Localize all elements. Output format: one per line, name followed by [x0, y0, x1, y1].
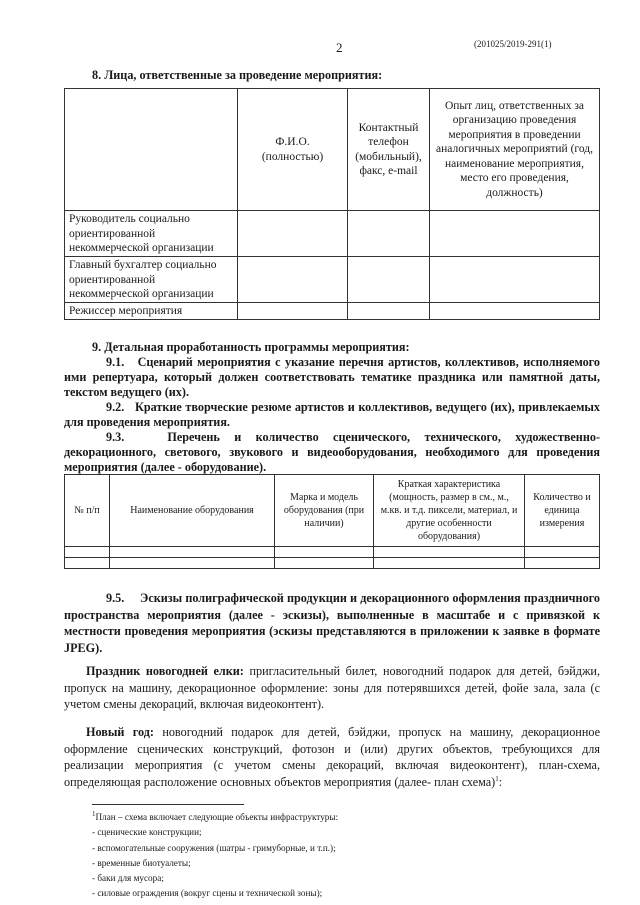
paragraph-text: Перечень и количество сценического, технического, художественно-декорационного, светового, звукового и видеооборудования, необходимого для проведения мероприятия (далее - оборудование).: [64, 430, 601, 474]
new-year-label: Новый год:: [86, 725, 154, 739]
footnote-line: - временные биотуалеты;: [92, 857, 191, 868]
footnote-line: - баки для мусора;: [92, 873, 164, 884]
new-year-tree-paragraph: [64, 663, 600, 713]
table-header-cell: Количество и единица измерения: [533, 492, 591, 529]
footnote-line: - вспомогательные сооружения (шатры - гримуборные, и т.п.);: [92, 842, 336, 853]
table-cell: [238, 257, 348, 303]
table-cell: [238, 303, 348, 320]
new-year-text: новогодний подарок для детей, бэйджи, пропуск на машину, декорационное оформление сценических конструкций, фотозон и (или) других объектов, требующихся для реализации мероприятия (с учетом смены декораций, включая видеоконтент), план-схема, определяющая расположение основных объектов мероприятия (далее- план схема): [64, 725, 600, 789]
table-header-cell: Наименование оборудования: [130, 505, 254, 516]
footnote: [92, 810, 532, 902]
section-8-heading: 8. Лица, ответственные за проведение мероприятия:: [92, 68, 383, 82]
footnote-line: - силовые ограждения (вокруг сцены и технической зоны);: [92, 888, 323, 899]
table-header-cell: Марка и модель оборудования (при наличии): [283, 492, 365, 529]
table-row: [65, 558, 600, 569]
table-cell: [430, 303, 600, 320]
role-label: Руководитель социально ориентированной некоммерческой организации: [69, 213, 214, 254]
tree-label: Праздник новогодней елки:: [86, 664, 244, 678]
role-label: Режиссер мероприятия: [69, 305, 183, 317]
document-id: (201025/2019-291(1): [474, 39, 552, 49]
page-number: 2: [336, 40, 343, 55]
table-header-cell: Контактный телефон (мобильный), факс, e-mail: [355, 121, 422, 177]
table-cell: [430, 211, 600, 257]
new-year-paragraph: [64, 724, 600, 790]
paragraph-text: Краткие творческие резюме артистов и коллективов, ведущего (их), привлекаемых для проведения мероприятия.: [64, 400, 600, 429]
responsible-persons-table: [64, 88, 600, 320]
table-header-cell: [65, 89, 238, 211]
footnote-line: - сценические конструкции;: [92, 827, 202, 838]
table-cell: [238, 211, 348, 257]
table-cell: [348, 303, 430, 320]
section-9-heading: 9. Детальная проработанность программы мероприятия:: [92, 340, 410, 354]
footnote-reference: 1: [495, 774, 499, 783]
equipment-table: [64, 474, 600, 569]
footnote-text: План – схема включает следующие объекты инфраструктуры:: [95, 812, 339, 822]
table-row: [65, 303, 238, 320]
table-cell: [430, 257, 600, 303]
table-header-cell: Ф.И.О. (полностью): [261, 136, 324, 163]
table-header-cell: Опыт лиц, ответственных за организацию проведения мероприятия в проведении аналогичных мероприятий (год, наименование мероприятия, место его проведения, должность): [436, 99, 593, 199]
tree-text: пригласительный билет, новогодний подарок для детей, бэйджи, пропуск на машину, декорационное оформление: зоны для потерявшихся детей, фойе зала, зала (с учетом смены декораций, включая видеоконтент).: [64, 664, 600, 711]
paragraph-9-2: [64, 400, 600, 430]
table-header-cell: № п/п: [74, 505, 100, 516]
table-row: [65, 211, 238, 257]
table-row: [65, 257, 238, 303]
role-label: Главный бухгалтер социально ориентированной некоммерческой организации: [69, 259, 217, 300]
paragraph-9-5: [64, 590, 600, 656]
footnote-separator: [92, 804, 244, 805]
paragraph-text: Эскизы полиграфической продукции и декорационного оформления праздничного пространства мероприятия (далее - эскизы), выполненные в масштабе и с привязкой к местности проведения мероприятия (эскизы представляются в приложении к заявке в формате JPEG).: [64, 591, 600, 655]
paragraph-number: 9.2.: [106, 400, 125, 414]
paragraph-number: 9.1.: [106, 355, 125, 369]
new-year-tail: :: [498, 774, 503, 789]
table-header-cell: Краткая характеристика (мощность, размер в см., м., м.кв. и т.д. пиксели, материал, и другие особенности оборудования): [380, 479, 518, 542]
footnote-line: [92, 810, 532, 825]
footnote-mark: 1: [92, 809, 96, 818]
paragraph-number: 9.5.: [106, 591, 125, 605]
table-row: [65, 547, 600, 558]
table-cell: [348, 211, 430, 257]
paragraph-number: 9.3.: [106, 430, 125, 444]
paragraph-text: Сценарий мероприятия с указание перечня артистов, коллективов, исполняемого ими репертуара, который должен соответствовать тематике праздника или памятной даты, текстом ведущего (их).: [64, 355, 601, 399]
paragraph-9-1: [64, 355, 600, 400]
paragraph-9-3: [64, 430, 600, 475]
table-cell: [348, 257, 430, 303]
